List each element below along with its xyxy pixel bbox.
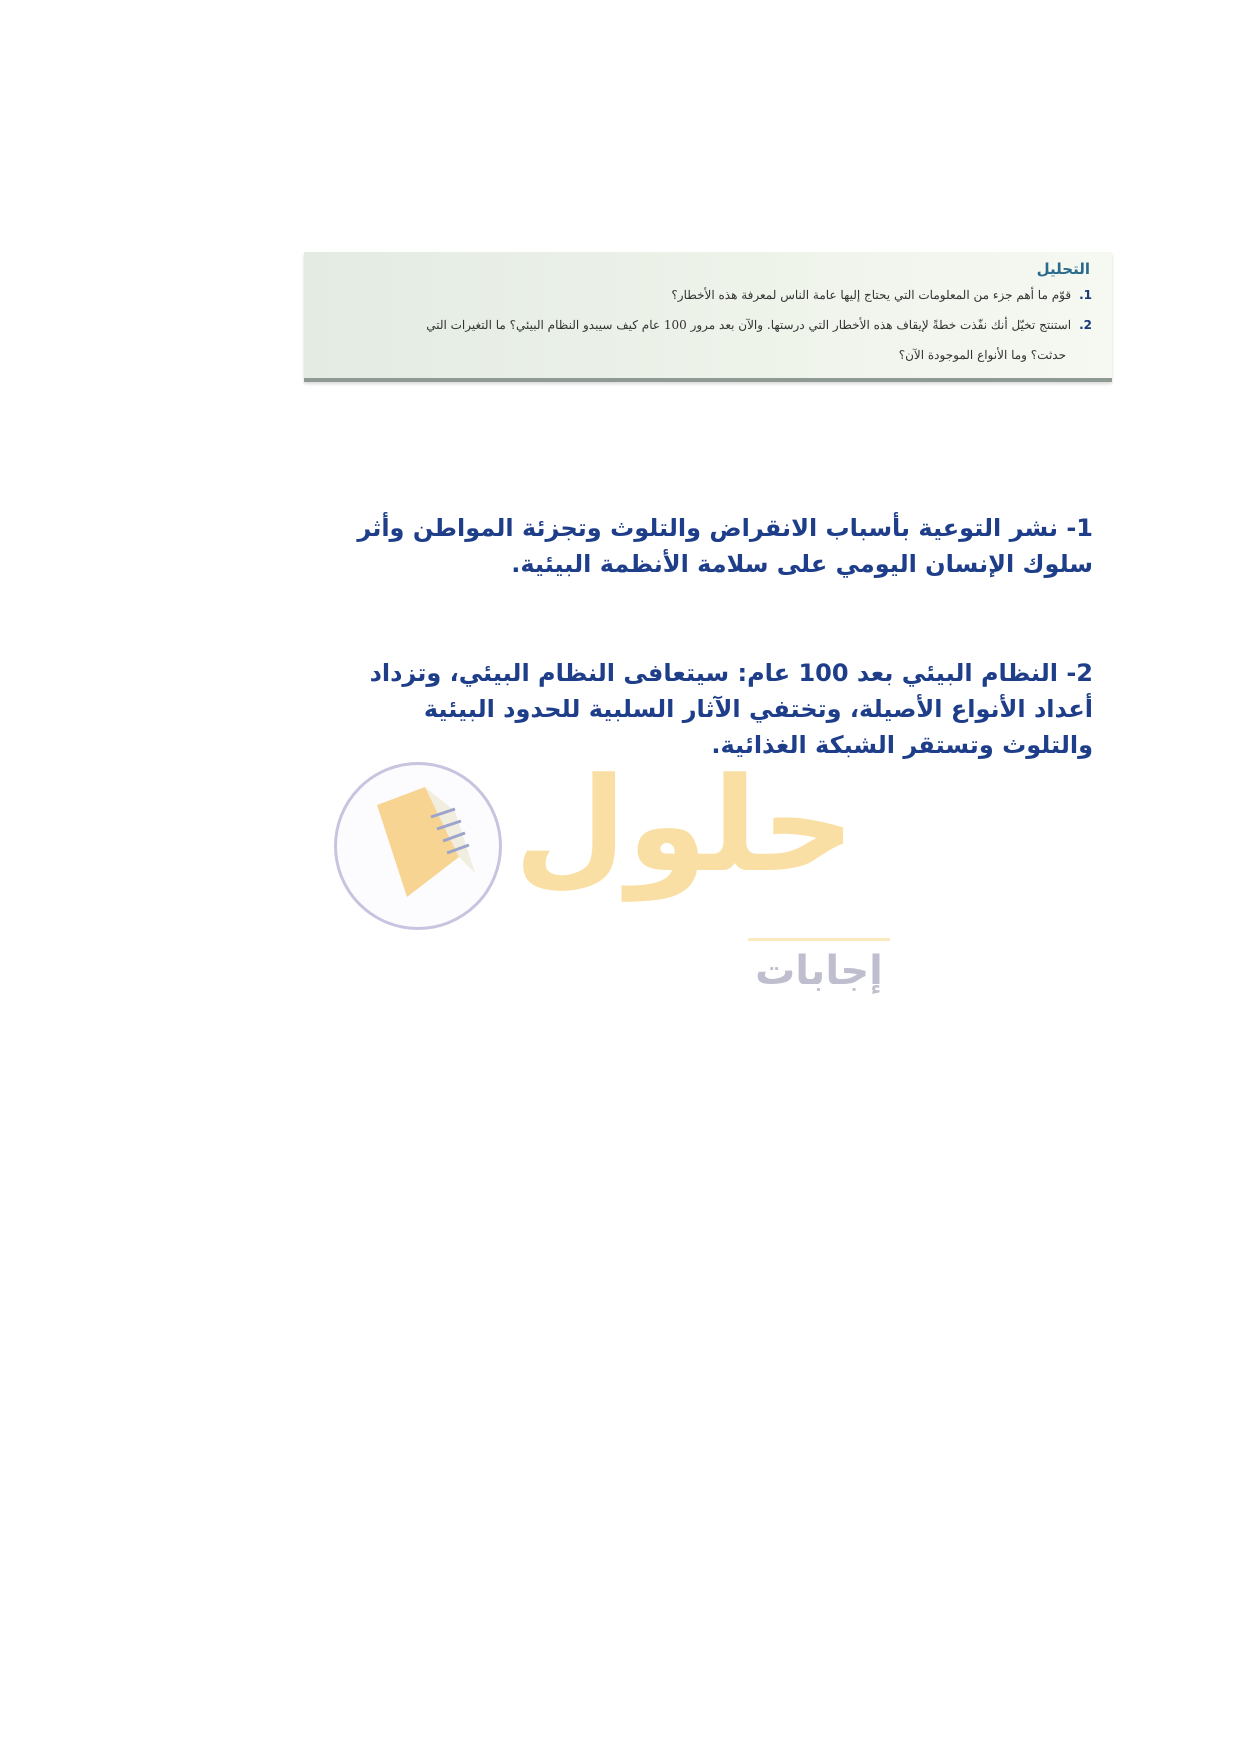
question-2-text-line1: استنتج تخيّل أنك نفّذت خطةً لإيقاف هذه الأخطار التي درستها. والآن بعد مرور 100 عام كيف سيبدو النظام البيئي؟ ما التغيرات التي bbox=[426, 318, 1072, 332]
watermark-logo-text: حلول bbox=[514, 749, 856, 901]
question-box bbox=[304, 252, 1112, 382]
question-1 bbox=[671, 288, 1092, 302]
exercise-heading: التحليل bbox=[1036, 260, 1090, 278]
book-icon bbox=[337, 765, 499, 927]
question-1-text: قوّم ما أهم جزء من المعلومات التي يحتاج إليها عامة الناس لمعرفة هذه الأخطار؟ bbox=[671, 288, 1072, 302]
question-2-line2: حدثت؟ وما الأنواع الموجودة الآن؟ bbox=[898, 348, 1066, 362]
question-1-number: 1. bbox=[1079, 288, 1092, 302]
watermark-subtitle: إجابات bbox=[755, 948, 883, 994]
answer-1: 1- نشر التوعية بأسباب الانقراض والتلوث وتجزئة المواطن وأثر سلوك الإنسان اليومي على سلامة الأنظمة البيئية. bbox=[357, 514, 1093, 578]
question-2-number: 2. bbox=[1079, 318, 1092, 332]
watermark bbox=[334, 720, 894, 1020]
question-2 bbox=[426, 318, 1092, 332]
watermark-divider bbox=[748, 938, 890, 941]
answer-2: 2- النظام البيئي بعد 100 عام: سيتعافى النظام البيئي، وتزداد أعداد الأنواع الأصيلة، وتختفي الآثار السلبية للحدود البيئية والتلوث وتستقر الشبكة الغذائية. bbox=[369, 659, 1093, 759]
watermark-circle bbox=[334, 762, 502, 930]
